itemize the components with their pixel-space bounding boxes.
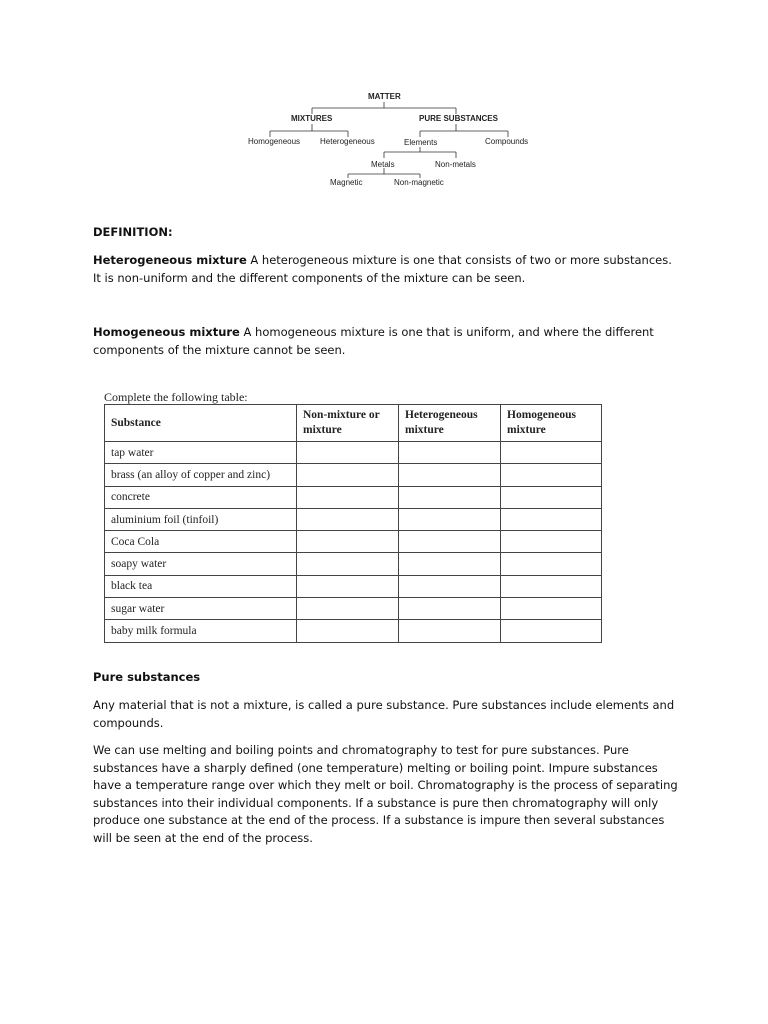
table-header-row	[105, 405, 602, 442]
answer-cell[interactable]	[297, 620, 399, 642]
answer-cell[interactable]	[399, 598, 501, 620]
node-pure-substances: PURE SUBSTANCES	[419, 114, 498, 123]
answer-cell[interactable]	[297, 531, 399, 553]
header-homogeneous-mixture: Homogeneous mixture	[501, 405, 602, 442]
substance-cell: concrete	[105, 486, 297, 508]
table-row	[105, 508, 602, 530]
heterogeneous-term: Heterogeneous mixture	[93, 253, 247, 267]
node-heterogeneous: Heterogeneous	[320, 137, 375, 146]
node-matter: MATTER	[368, 92, 401, 101]
answer-cell[interactable]	[501, 553, 602, 575]
table-row	[105, 531, 602, 553]
answer-cell[interactable]	[399, 620, 501, 642]
pure-substances-paragraph-2: We can use melting and boiling points and chromatography to test for pure substances. Pure substances have a sharply defined (one temperature) melting or boiling point. Impure substances have a temperature range over which they melt or boil. Chromatography is the process of separating substances into their individual components. If a substance is pure then chromatography will only produce one substance at the end of the process. If a substance is impure then several substances will be seen at the end of the process.	[93, 743, 678, 845]
answer-cell[interactable]	[399, 553, 501, 575]
homogeneous-definition	[93, 324, 683, 359]
answer-cell[interactable]	[399, 442, 501, 464]
heterogeneous-text: A heterogeneous mixture is one that consists of two or more substances. It is non-uniform and the different components of the mixture can be seen.	[93, 253, 672, 285]
answer-cell[interactable]	[399, 531, 501, 553]
table-row	[105, 486, 602, 508]
node-non-metals: Non-metals	[435, 160, 476, 169]
homogeneous-term: Homogeneous mixture	[93, 325, 240, 339]
answer-cell[interactable]	[399, 464, 501, 486]
node-elements: Elements	[404, 138, 438, 147]
node-metals: Metals	[371, 160, 395, 169]
classification-table	[104, 404, 602, 643]
pure-substances-heading: Pure substances	[93, 670, 201, 684]
substance-cell: black tea	[105, 575, 297, 597]
answer-cell[interactable]	[501, 531, 602, 553]
header-non-mixture-or-mixture: Non-mixture or mixture	[297, 405, 399, 442]
answer-cell[interactable]	[501, 575, 602, 597]
answer-cell[interactable]	[399, 508, 501, 530]
answer-cell[interactable]	[297, 598, 399, 620]
answer-cell[interactable]	[297, 553, 399, 575]
answer-cell[interactable]	[501, 508, 602, 530]
homogeneous-text: A homogeneous mixture is one that is uniform, and where the different components of the mixture cannot be seen.	[93, 325, 654, 357]
substance-cell: soapy water	[105, 553, 297, 575]
matter-classification-diagram	[240, 86, 530, 194]
table-title: Complete the following table:	[104, 390, 248, 404]
answer-cell[interactable]	[297, 508, 399, 530]
heterogeneous-definition	[93, 252, 683, 287]
pure-substances-paragraph-1: Any material that is not a mixture, is called a pure substance. Pure substances include elements and compounds.	[93, 698, 675, 730]
answer-cell[interactable]	[399, 575, 501, 597]
definition-heading: DEFINITION:	[93, 225, 173, 239]
table-row	[105, 442, 602, 464]
node-mixtures: MIXTURES	[291, 114, 333, 123]
header-substance: Substance	[105, 405, 297, 442]
table-row	[105, 575, 602, 597]
node-magnetic: Magnetic	[330, 178, 363, 187]
answer-cell[interactable]	[501, 442, 602, 464]
substance-cell: baby milk formula	[105, 620, 297, 642]
answer-cell[interactable]	[501, 464, 602, 486]
node-homogeneous: Homogeneous	[248, 137, 301, 146]
substance-cell: sugar water	[105, 598, 297, 620]
answer-cell[interactable]	[399, 486, 501, 508]
table-row	[105, 598, 602, 620]
table-row	[105, 620, 602, 642]
answer-cell[interactable]	[297, 575, 399, 597]
substance-cell: tap water	[105, 442, 297, 464]
table-row	[105, 553, 602, 575]
node-non-magnetic: Non-magnetic	[394, 178, 444, 187]
answer-cell[interactable]	[501, 620, 602, 642]
answer-cell[interactable]	[297, 464, 399, 486]
substance-cell: Coca Cola	[105, 531, 297, 553]
answer-cell[interactable]	[501, 598, 602, 620]
answer-cell[interactable]	[297, 442, 399, 464]
table-row	[105, 464, 602, 486]
substance-cell: brass (an alloy of copper and zinc)	[105, 464, 297, 486]
node-compounds: Compounds	[485, 137, 529, 146]
header-heterogeneous-mixture: Heterogeneous mixture	[399, 405, 501, 442]
substance-cell: aluminium foil (tinfoil)	[105, 508, 297, 530]
answer-cell[interactable]	[501, 486, 602, 508]
answer-cell[interactable]	[297, 486, 399, 508]
